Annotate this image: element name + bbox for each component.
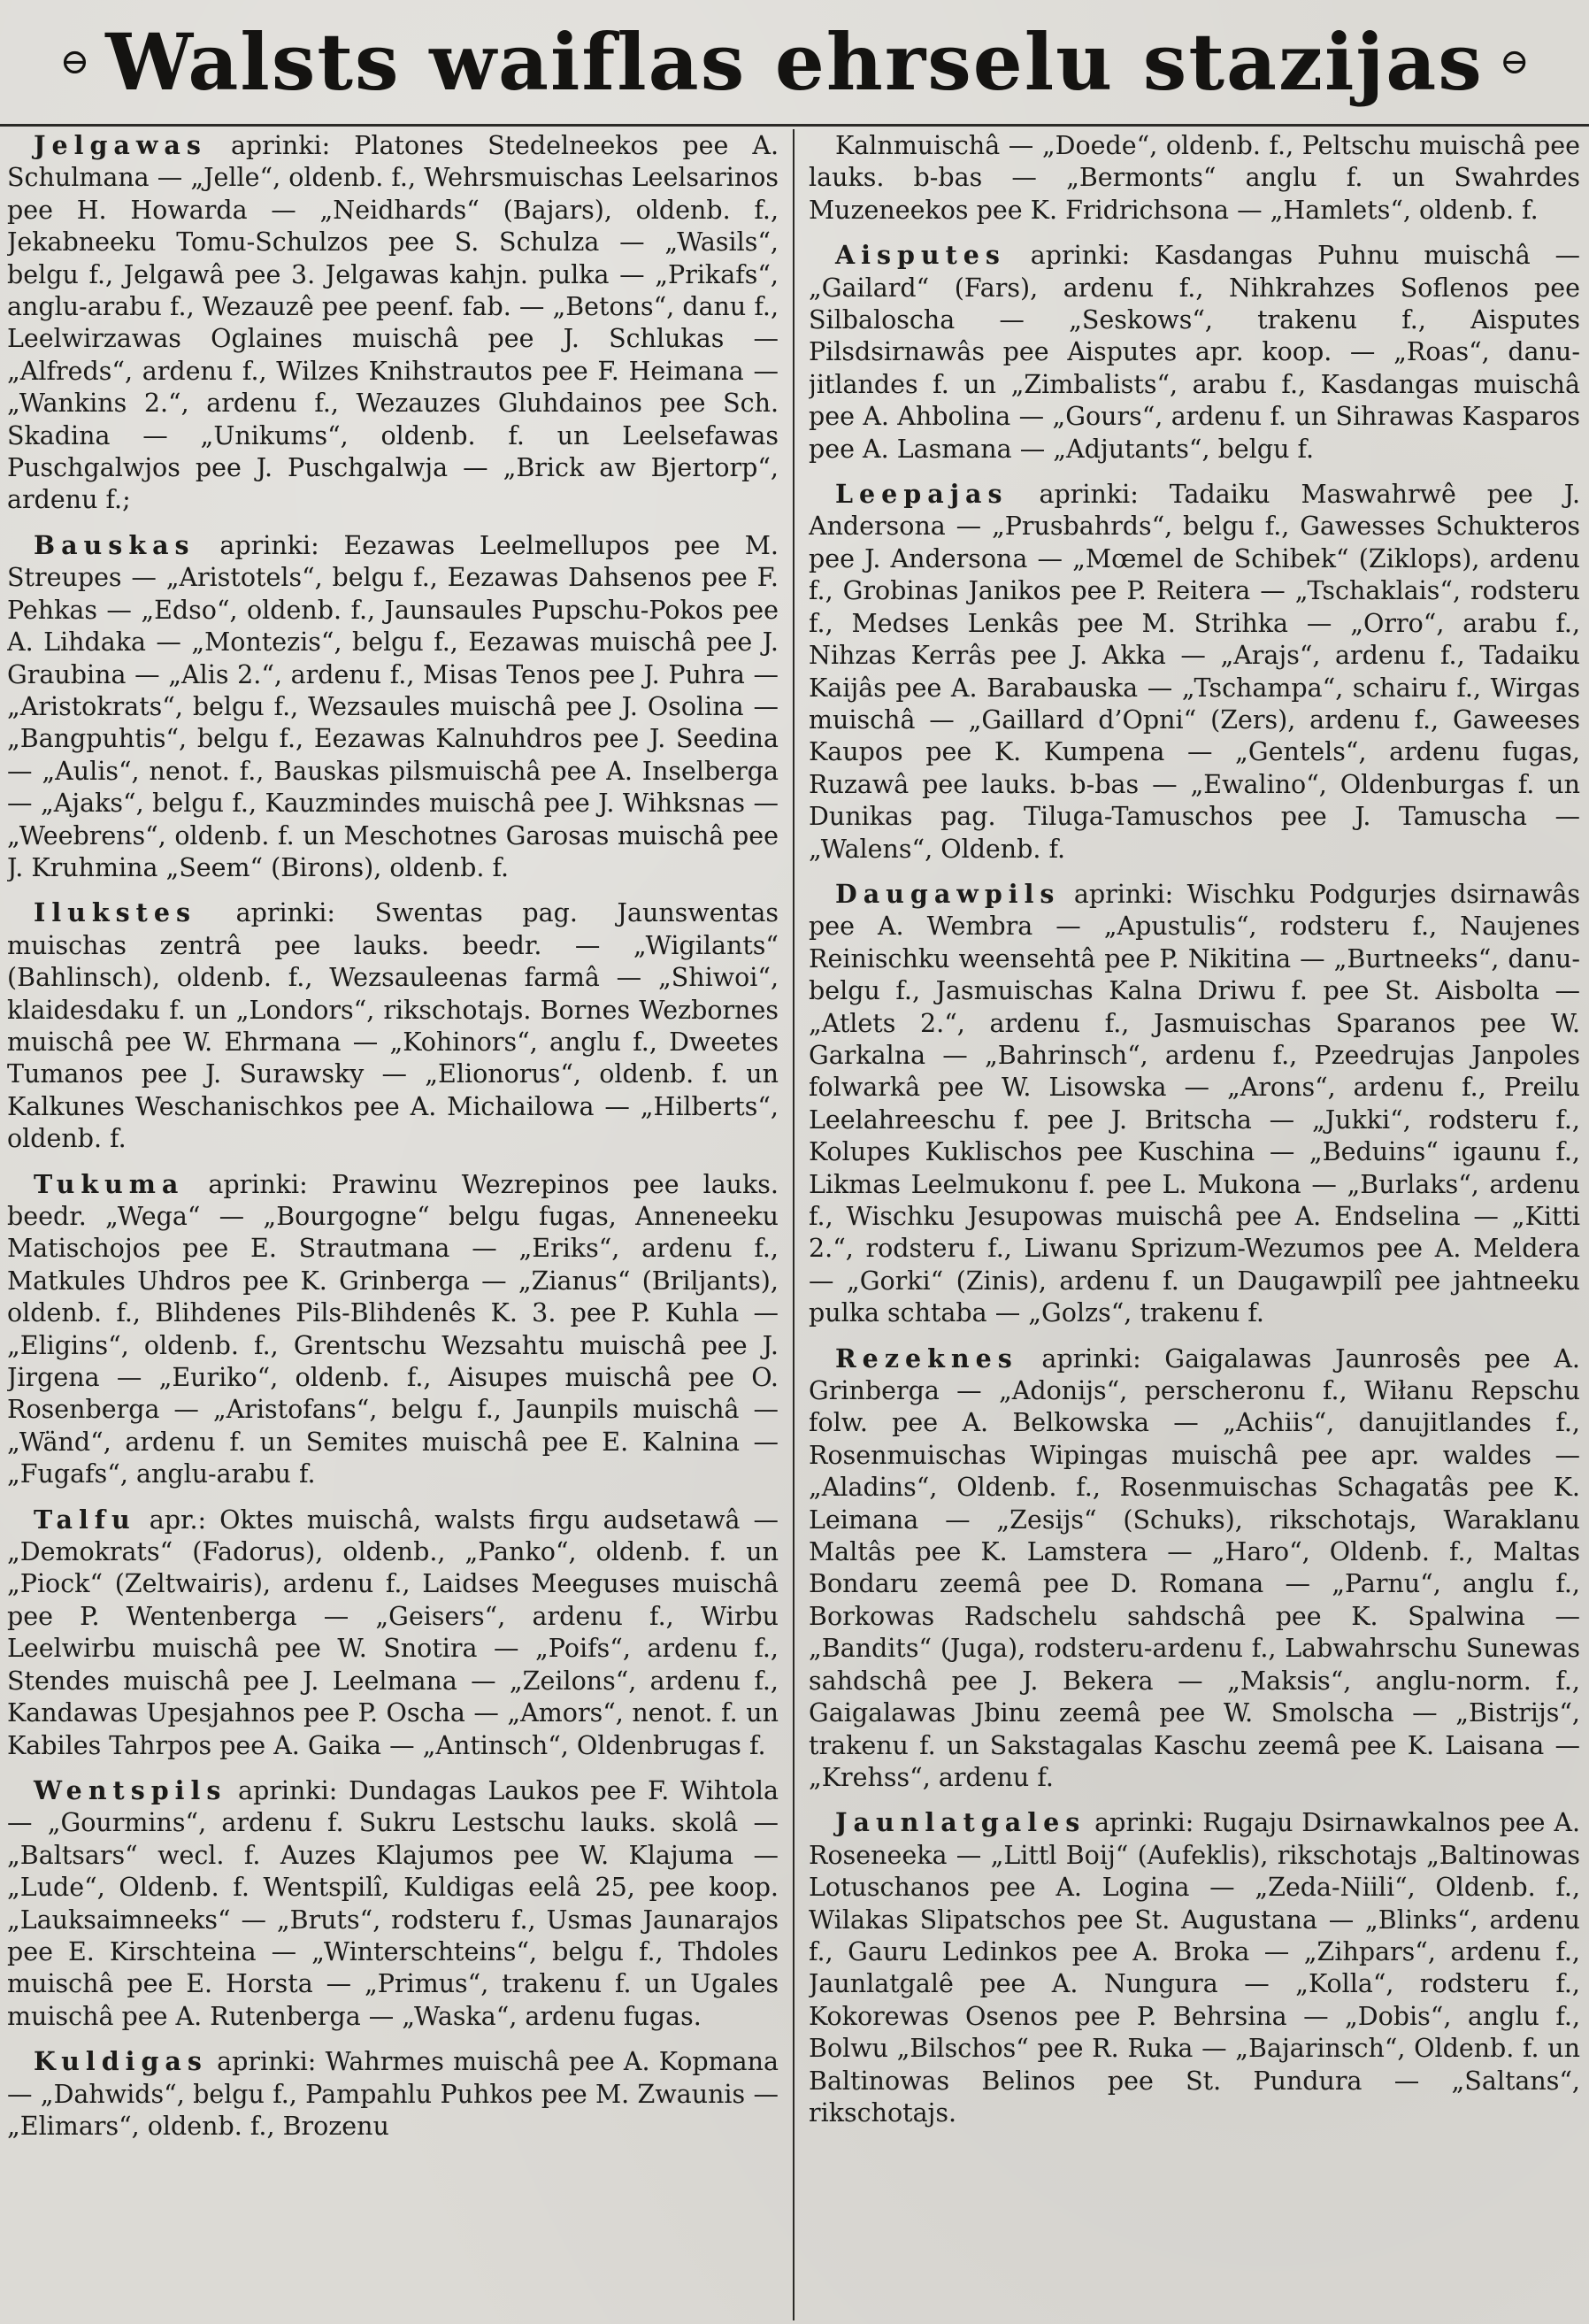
district-name: Rezeknes <box>835 1343 1018 1374</box>
district-name: Kuldigas <box>34 2046 208 2077</box>
district-text: aprinki: Eezawas Leelmellupos pee M. Streupes — „Aristotels“, belgu f., Eezawas Dahsenos pee F. Pehkas — „Edso“, oldenb. f., Jaunsaules Pupschu-Pokos pee A. Lihdaka — „Montezis“, belgu f., Eezawas muischâ pee J. Graubina — „Alis 2.“, ardenu f., Misas Tenos pee J. Puhra — „Aristokrats“, belgu f., Wezsaules muischâ pee J. Osolina — „Bangpuhtis“, belgu f., Eezawas Kalnuhdros pee J. Seedina — „Aulis“, nenot. f., Bauskas pilsmuischâ pee A. Inselberga — „Ajaks“, belgu f., Kauzmindes muischâ pee J. Wihksnas — „Weebrens“, oldenb. f. un Meschotnes Garosas muischâ pee J. Kruhmina „Seem“ (Birons), oldenb. f. <box>7 530 779 882</box>
column-divider <box>793 129 794 2320</box>
district-name: Bauskas <box>34 529 196 560</box>
left-column <box>7 129 779 2320</box>
district-name: Wentspils <box>34 1774 227 1805</box>
district-text: apr.: Oktes muischâ, walsts firgu audsetawâ — „Demokrats“ (Fadorus), oldenb., „Panko“, oldenb. f. un „Piock“ (Zeltwairis), ardenu f., Laidses Meeguses muischâ pee P. Wentenberga — „Geisers“, ardenu f., Wirbu Leelwirbu muischâ pee W. Snotira — „Poifs“, ardenu f., Stendes muischâ pee J. Leelmana — „Zeilons“, ardenu f., Kandawas Upesjahnos pee P. Oscha — „Amors“, nenot. f. un Kabiles Tahrpos pee A. Gaika — „Antinsch“, Oldenbrugas f. <box>7 1504 779 1760</box>
district-name: Jaunlatgales <box>835 1807 1086 1838</box>
district-name: Daugawpils <box>835 878 1061 909</box>
district-text: aprinki: Gaigalawas Jaunrosês pee A. Grinberga — „Adonijs“, perscheronu f., Wiłanu Repschu folw. pee A. Belkowska — „Achiis“, danujitlandes f., Rosenmuischas Wipingas muischâ pee apr. waldes — „Aladins“, Oldenb. f., Rosenmuischas Schagatâs pee K. Leimana — „Zesijs“ (Schuks), rikschotajs, Waraklanu Maltâs pee K. Lamstera — „Haro“, Oldenb. f., Maltas Bondaru zeemâ pee D. Romana — „Parnu“, anglu f., Borkowas Radschelu sahdschâ pee K. Spalwina — „Bandits“ (Juga), rodsteru-ardenu f., Labwahrschu Sunewas sahdschâ pee J. Bekera — „Maksis“, anglu-norm. f., Gaigalawas Jbinu zeemâ pee W. Smolscha — „Bistrijs“, trakenu f. un Sakstagalas Kaschu zeemâ pee K. Laisana — „Krehss“, ardenu f. <box>809 1343 1580 1792</box>
district-paragraph <box>7 1774 779 2033</box>
district-text: aprinki: Tadaiku Maswahrwê pee J. Andersona — „Prusbahrds“, belgu f., Gawesses Schukteros pee J. Andersona — „Mœmel de Schibek“ (Ziklops), ardenu f., Grobinas Janikos pee P. Reitera — „Tschaklais“, rodsteru f., Medses Lenkâs pee M. Strihka — „Orro“, arabu f., Nihzas Kerrâs pee J. Akka — „Arajs“, ardenu f., Tadaiku Kaijâs pee A. Barabauska — „Tschampa“, schairu f., Wirgas muischâ — „Gaillard d’Opni“ (Zers), ardenu f., Gaweeses Kaupos pee K. Kumpena — „Gentels“, ardenu fugas, Ruzawâ pee lauks. b-bas — „Ewalino“, Oldenburgas f. un Dunikas pag. Tiluga-Tamuschos pee J. Tamuscha — „Walens“, Oldenb. f. <box>809 480 1580 864</box>
district-name: Ilukstes <box>34 897 197 928</box>
district-paragraph <box>809 1806 1580 2129</box>
district-name: Leepajas <box>835 479 1009 510</box>
district-paragraph <box>809 478 1580 866</box>
headline <box>0 0 1589 124</box>
article-columns <box>7 129 1582 2320</box>
district-name: Tukuma <box>34 1168 185 1199</box>
district-text: aprinki: Rugaju Dsirnawkalnos pee A. Roseneeka — „Littl Boij“ (Aufeklis), rikschotajs „Baltinowas Lotuschanos pee A. Logina — „Zeda-Niili“, Oldenb. f., Wilakas Slipatschos pee St. Augustana — „Blinks“, ardenu f., Gauru Ledinkos pee A. Broka — „Zihpars“, ardenu f., Jaunlatgalê pee A. Nungura — „Kolla“, rodsteru f., Kokorewas Osenos pee P. Behrsina — „Dobis“, anglu f., Bolwu „Bilschos“ pee R. Ruka — „Bajarinsch“, Oldenb. f. un Baltinowas Belinos pee St. Pundura — „Saltans“, rikschotajs. <box>809 1808 1580 2128</box>
district-text: aprinki: Platones Stedelneekos pee A. Schulmana — „Jelle“, oldenb. f., Wehrsmuischas Leelsarinos pee H. Howarda — „Neidhards“ (Bajars), oldenb. f., Jekabneeku Tomu-Schulzos pee S. Schulza — „Wasils“, belgu f., Jelgawâ pee 3. Jelgawas kahjn. pulka — „Prikafs“, anglu-arabu f., Wezauzê pee peenf. fab. — „Betons“, danu f., Leelwirzawas Oglaines muischâ pee J. Schlukas — „Alfreds“, ardenu f., Wilzes Knihstrautos pee F. Heimana — „Wankins 2.“, ardenu f., Wezauzes Gluhdainos pee Sch. Skadina — „Unikums“, oldenb. f. un Leelsefawas Puschgalwjos pee J. Puschgalwja — „Brick aw Bjertorp“, ardenu f.; <box>7 131 779 515</box>
headline-rule <box>0 124 1589 127</box>
left-ornament-icon: ⊖ <box>59 42 90 82</box>
right-column <box>809 129 1580 2320</box>
district-paragraph <box>7 2045 779 2143</box>
district-paragraph <box>809 239 1580 466</box>
district-paragraph <box>7 1504 779 1762</box>
district-paragraph <box>809 1343 1580 1795</box>
right-ornament-icon: ⊖ <box>1499 42 1530 82</box>
district-name: Talfu <box>34 1504 136 1535</box>
district-name: Jelgawas <box>34 130 207 160</box>
district-paragraph <box>7 529 779 884</box>
district-paragraph <box>7 897 779 1155</box>
district-text: aprinki: Swentas pag. Jaunswentas muischas zentrâ pee lauks. beedr. — „Wigilants“ (Bahlinsch), oldenb. f., Wezsauleenas farmâ — „Shiwoi“, klaidesdaku f. un „Londors“, rikschotajs. Bornes Wezbornes muischâ pee W. Ehrmana — „Kohinors“, anglu f., Dweetes Tumanos pee J. Surawsky — „Elionorus“, oldenb. f. un Kalkunes Weschanischkos pee A. Michailowa — „Hilberts“, oldenb. f. <box>7 898 779 1154</box>
district-text: aprinki: Wahrmes muischâ pee A. Kopmana — „Dahwids“, belgu f., Pampahlu Puhkos pee M. Zwaunis — „Elimars“, oldenb. f., Brozenu <box>7 2047 779 2141</box>
district-name: Aisputes <box>835 240 1006 271</box>
district-paragraph <box>7 129 779 517</box>
continued-paragraph <box>809 129 1580 227</box>
district-text: aprinki: Prawinu Wezrepinos pee lauks. beedr. „Wega“ — „Bourgogne“ belgu fugas, Anneneeku Matischojos pee E. Strautmana — „Eriks“, ardenu f., Matkules Uhdros pee K. Grinberga — „Zianus“ (Briljants), oldenb. f., Blihdenes Pils-Blihdenês K. 3. pee P. Kuhla — „Eligins“, oldenb. f., Grentschu Wezsahtu muischâ pee J. Jirgena — „Euriko“, oldenb. f., Aisupes muischâ pee O. Rosenberga — „Aristofans“, belgu f., Jaunpils muischâ — „Wänd“, ardenu f. un Semites muischâ pee E. Kalnina — „Fugafs“, anglu-arabu f. <box>7 1169 779 1489</box>
headline-title: Walsts waiflas ehrselu stazijas <box>105 16 1484 108</box>
district-paragraph <box>7 1168 779 1491</box>
district-text: aprinki: Wischku Podgurjes dsirnawâs pee A. Wembra — „Apustulis“, rodsteru f., Naujenes Reinischku weensehtâ pee P. Nikitina — „Burtneeks“, danu-belgu f., Jasmuischas Kalna Driwu f. pee St. Aisbolta — „Atlets 2.“, ardenu f., Jasmuischas Sparanos pee W. Garkalna — „Bahrinsch“, ardenu f., Pzeedrujas Janpoles folwarkâ pee W. Lisowska — „Arons“, ardenu f., Preilu Leelahreeschu f. pee J. Britscha — „Jukki“, rodsteru f., Kolupes Kuklischos pee Kuschina — „Beduins“ igaunu f., Likmas Leelmukonu f. pee L. Mukona — „Burlaks“, ardenu f., Wischku Jesupowas muischâ pee A. Endselina — „Kitti 2.“, rodsteru f., Liwanu Sprizum-Wezumos pee A. Meldera — „Gorki“ (Zinis), ardenu f. un Daugawpilî pee jahtneeku pulka schtaba — „Golzs“, trakenu f. <box>809 879 1580 1328</box>
district-text: aprinki: Dundagas Laukos pee F. Wihtola — „Gourmins“, ardenu f. Sukru Lestschu lauks. skolâ — „Baltsars“ wecl. f. Auzes Klajumos pee W. Klajuma — „Lude“, Oldenb. f. Wentspilî, Kuldigas eelâ 25, pee koop. „Lauksaimneeks“ — „Bruts“, rodsteru f., Usmas Jaunarajos pee E. Kirschteina — „Winterschteins“, belgu f., Thdoles muischâ pee E. Horsta — „Primus“, trakenu f. un Ugales muischâ pee A. Rutenberga — „Waska“, ardenu fugas. <box>7 1775 779 2031</box>
district-text: Kalnmuischâ — „Doede“, oldenb. f., Peltschu muischâ pee lauks. b-bas — „Bermonts“ anglu f. un Swahrdes Muzeneekos pee K. Fridrichsona — „Hamlets“, oldenb. f. <box>809 131 1580 225</box>
district-text: aprinki: Kasdangas Puhnu muischâ — „Gailard“ (Fars), ardenu f., Nihkrahzes Soflenos pee Silbaloscha — „Seskows“, trakenu f., Aisputes Pilsdsirnawâs pee Aisputes apr. koop. — „Roas“, danu-jitlandes f. un „Zimbalists“, arabu f., Kasdangas muischâ pee A. Ahbolina — „Gours“, ardenu f. un Sihrawas Kasparos pee A. Lasmana — „Adjutants“, belgu f. <box>809 241 1580 464</box>
district-paragraph <box>809 878 1580 1330</box>
